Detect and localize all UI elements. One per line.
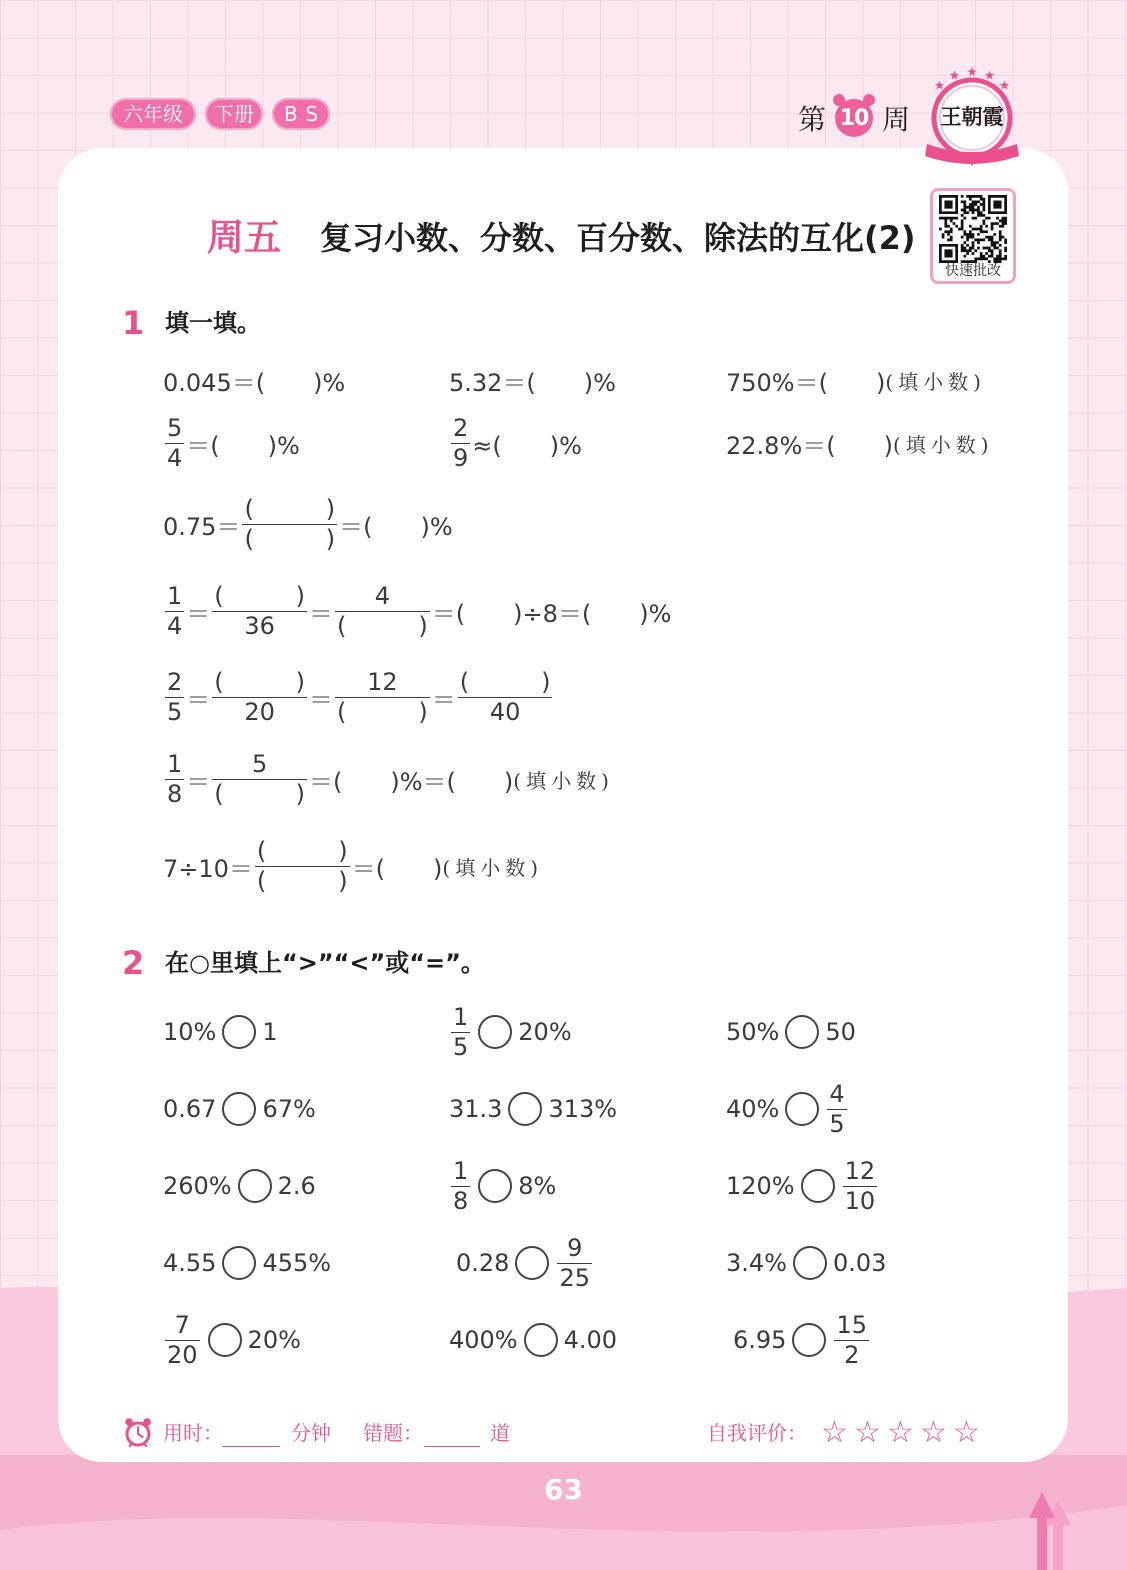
expression-text: ≈( )% — [472, 431, 582, 460]
fraction — [165, 1311, 200, 1370]
fraction — [827, 1080, 846, 1139]
fraction-numerator: ( ) — [214, 667, 306, 696]
fill-in-problem — [163, 657, 554, 737]
fraction — [451, 1157, 470, 1216]
fraction-numerator: 1 — [453, 1002, 469, 1031]
rating-star: ☆ — [920, 1415, 947, 1450]
fraction-denominator: 4 — [167, 443, 183, 472]
rating-star: ☆ — [953, 1415, 980, 1450]
expression-text: 5.32＝( )% — [449, 368, 616, 397]
answer-circle — [785, 1092, 819, 1126]
fraction-numerator: 5 — [167, 413, 183, 442]
section-1-instruction: 填一填。 — [165, 309, 261, 337]
answer-circle — [208, 1323, 242, 1357]
fraction-numerator: 4 — [374, 581, 391, 610]
answer-circle — [785, 1015, 819, 1049]
fill-in-problem — [163, 571, 671, 651]
fraction-denominator: 10 — [844, 1186, 876, 1215]
comparison-problem — [726, 1146, 879, 1226]
fraction-numerator: 2 — [167, 667, 183, 696]
fraction — [165, 582, 184, 641]
grade-badge: 六年级 — [110, 98, 196, 130]
week-prefix: 第 — [798, 103, 827, 136]
expression-text: 2.6 — [277, 1172, 316, 1200]
fraction — [165, 750, 184, 809]
fraction-denominator: 25 — [559, 1263, 590, 1292]
volume-badge: 下册 — [205, 98, 263, 130]
fraction — [165, 414, 184, 473]
comparison-problem — [449, 1300, 617, 1380]
rating-star: ☆ — [821, 1415, 848, 1450]
expression-text: 8% — [518, 1172, 557, 1200]
expression-text: 455% — [262, 1249, 332, 1277]
fraction-denominator: 8 — [167, 779, 183, 808]
fill-decimal-note: (填小数) — [885, 369, 986, 394]
fraction — [458, 668, 553, 727]
up-arrows-icon — [1028, 1492, 1074, 1570]
brand-logo-text: 王朝霞 — [940, 104, 1004, 129]
expression-text: 31.3 — [449, 1095, 503, 1123]
edition-badge: BS — [272, 98, 330, 130]
comparison-problem — [726, 992, 856, 1072]
fraction-denominator: 20 — [212, 697, 307, 727]
fraction-numerator: 9 — [567, 1233, 583, 1262]
expression-text: 22.8%＝( ) — [726, 431, 893, 460]
alarm-clock-icon — [124, 1416, 152, 1448]
comparison-problem — [163, 1146, 316, 1226]
fraction-numerator: 1 — [167, 749, 183, 778]
fraction — [212, 750, 307, 809]
qr-code-icon — [939, 195, 1007, 263]
answer-circle — [508, 1092, 542, 1126]
expression-text: 40% — [726, 1095, 780, 1123]
expression-text: 400% — [449, 1326, 518, 1354]
comparison-problem — [449, 992, 572, 1072]
fill-in-problem — [163, 403, 300, 483]
expression-text: ＝( )÷8＝( )% — [431, 599, 672, 628]
fraction — [255, 837, 350, 896]
fraction-numerator: 2 — [453, 413, 469, 442]
week-indicator — [798, 96, 910, 140]
qr-code-panel — [930, 188, 1016, 284]
fraction — [557, 1234, 592, 1293]
answer-circle — [222, 1092, 256, 1126]
section-2-instruction: 在○里填上“>”“<”或“=”。 — [165, 949, 485, 977]
time-label: 用时： — [163, 1421, 223, 1445]
expression-text: ＝( )% — [339, 512, 453, 541]
fraction-denominator: 40 — [458, 697, 553, 727]
fraction — [834, 1311, 869, 1370]
fraction-denominator: 2 — [834, 1340, 869, 1370]
fraction-numerator: ( ) — [459, 667, 551, 696]
fill-in-problem — [163, 484, 453, 564]
expression-text: 750%＝( ) — [726, 368, 886, 397]
fraction — [335, 582, 430, 641]
fraction-numerator: ( ) — [244, 494, 336, 523]
fraction-denominator: ( ) — [244, 524, 336, 553]
fraction-denominator: 4 — [167, 611, 183, 640]
comparison-problem — [163, 1223, 331, 1303]
expression-text: ＝( )%＝( ) — [309, 767, 514, 796]
fill-in-problem — [726, 403, 994, 483]
fraction-numerator: ( ) — [214, 581, 306, 610]
answer-circle — [792, 1323, 826, 1357]
week-suffix: 周 — [882, 103, 911, 136]
comparison-problem — [163, 1300, 301, 1380]
self-evaluation-stars — [818, 1413, 983, 1453]
time-blank — [222, 1415, 280, 1447]
fraction — [212, 582, 307, 641]
expression-text: 0.03 — [832, 1249, 887, 1277]
answer-circle — [801, 1169, 835, 1203]
expression-text: 50 — [825, 1018, 856, 1046]
page-title: 复习小数、分数、百分数、除法的互化(2) — [320, 219, 916, 257]
fraction — [451, 1003, 470, 1062]
expression-text: 260% — [163, 1172, 232, 1200]
fraction-denominator: 36 — [212, 611, 307, 641]
expression-text: 0.045＝( )% — [163, 368, 346, 397]
fraction-denominator: 20 — [167, 1340, 198, 1369]
comparison-problem — [726, 1223, 886, 1303]
fill-in-problem — [163, 826, 543, 906]
answer-circle — [238, 1169, 272, 1203]
fraction-numerator: 15 — [836, 1310, 867, 1339]
fraction-numerator: 12 — [844, 1156, 876, 1185]
fraction-numerator: ( ) — [256, 836, 348, 865]
expression-text: ＝( )% — [186, 431, 300, 460]
fraction-denominator: ( ) — [214, 779, 306, 808]
expression-text: 3.4% — [726, 1249, 787, 1277]
rating-star: ☆ — [887, 1415, 914, 1450]
time-unit: 分钟 — [291, 1421, 331, 1445]
fraction-numerator: 1 — [453, 1156, 469, 1185]
expression-text: 6.95 — [733, 1326, 787, 1354]
comparison-problem — [456, 1223, 594, 1303]
comparison-problem — [449, 1146, 556, 1226]
fraction — [335, 668, 430, 727]
expression-text: ＝ — [431, 685, 456, 714]
fraction — [165, 668, 184, 727]
rating-star: ☆ — [854, 1415, 881, 1450]
answer-circle — [515, 1246, 549, 1280]
answer-circle — [524, 1323, 558, 1357]
comparison-problem — [449, 1069, 617, 1149]
expression-text: ＝ — [309, 599, 334, 628]
section-1-number: 1 — [122, 304, 145, 342]
section-2-number: 2 — [122, 944, 145, 982]
fill-decimal-note: (填小数) — [442, 855, 543, 880]
answer-circle — [222, 1246, 256, 1280]
fill-decimal-note: (填小数) — [513, 768, 614, 793]
fraction-denominator: 9 — [453, 443, 469, 472]
page-number: 63 — [544, 1473, 583, 1506]
comparison-problem — [163, 1069, 316, 1149]
fill-in-problem — [163, 739, 614, 819]
expression-text: 4.00 — [563, 1326, 618, 1354]
fraction-denominator: ( ) — [337, 697, 428, 726]
expression-text: 20% — [247, 1326, 301, 1354]
fraction-denominator: 8 — [453, 1186, 469, 1215]
answer-circle — [222, 1015, 256, 1049]
answer-circle — [478, 1169, 512, 1203]
fraction — [242, 495, 337, 554]
fraction-denominator: ( ) — [337, 611, 428, 640]
comparison-problem — [733, 1300, 871, 1380]
expression-text: ＝ — [309, 685, 334, 714]
errors-blank — [424, 1415, 480, 1447]
expression-text: 313% — [548, 1095, 618, 1123]
expression-text: 7÷10＝ — [163, 854, 253, 883]
expression-text: ＝ — [186, 767, 211, 796]
expression-text: 1 — [262, 1018, 278, 1046]
expression-text: 20% — [518, 1018, 572, 1046]
comparison-problem — [726, 1069, 849, 1149]
fill-decimal-note: (填小数) — [892, 432, 994, 457]
comparison-problem — [163, 992, 278, 1072]
fraction-numerator: 5 — [252, 749, 268, 778]
expression-text: 120% — [726, 1172, 795, 1200]
day-label: 周五 — [207, 216, 281, 259]
self-evaluation-label: 自我评价： — [707, 1421, 807, 1445]
expression-text: ＝( ) — [351, 854, 443, 883]
fraction — [843, 1157, 878, 1216]
qr-label: 快速批改 — [945, 263, 1001, 279]
expression-text: ＝ — [186, 599, 211, 628]
expression-text: 10% — [163, 1018, 217, 1046]
errors-unit: 道 — [490, 1421, 510, 1445]
expression-text: 0.67 — [163, 1095, 217, 1123]
fraction-numerator: 12 — [367, 667, 398, 696]
expression-text: 4.55 — [163, 1249, 217, 1277]
fill-in-problem — [449, 403, 582, 483]
errors-label: 错题： — [363, 1421, 423, 1445]
fraction-numerator: 7 — [174, 1310, 190, 1339]
fraction-numerator: 1 — [167, 581, 183, 610]
fraction-numerator: 4 — [829, 1079, 845, 1108]
expression-text: ＝ — [186, 685, 211, 714]
week-number-badge: 10 — [835, 99, 873, 137]
expression-text: 67% — [262, 1095, 316, 1123]
fraction — [212, 668, 307, 727]
fraction-denominator: 5 — [829, 1109, 845, 1138]
expression-text: 50% — [726, 1018, 780, 1046]
answer-circle — [478, 1015, 512, 1049]
fraction-denominator: 5 — [453, 1032, 469, 1061]
expression-text: 0.75＝ — [163, 512, 241, 541]
fraction-denominator: 5 — [167, 697, 183, 726]
answer-circle — [793, 1246, 827, 1280]
fraction — [451, 414, 470, 473]
expression-text: 0.28 — [456, 1249, 510, 1277]
fraction-denominator: ( ) — [256, 866, 348, 895]
